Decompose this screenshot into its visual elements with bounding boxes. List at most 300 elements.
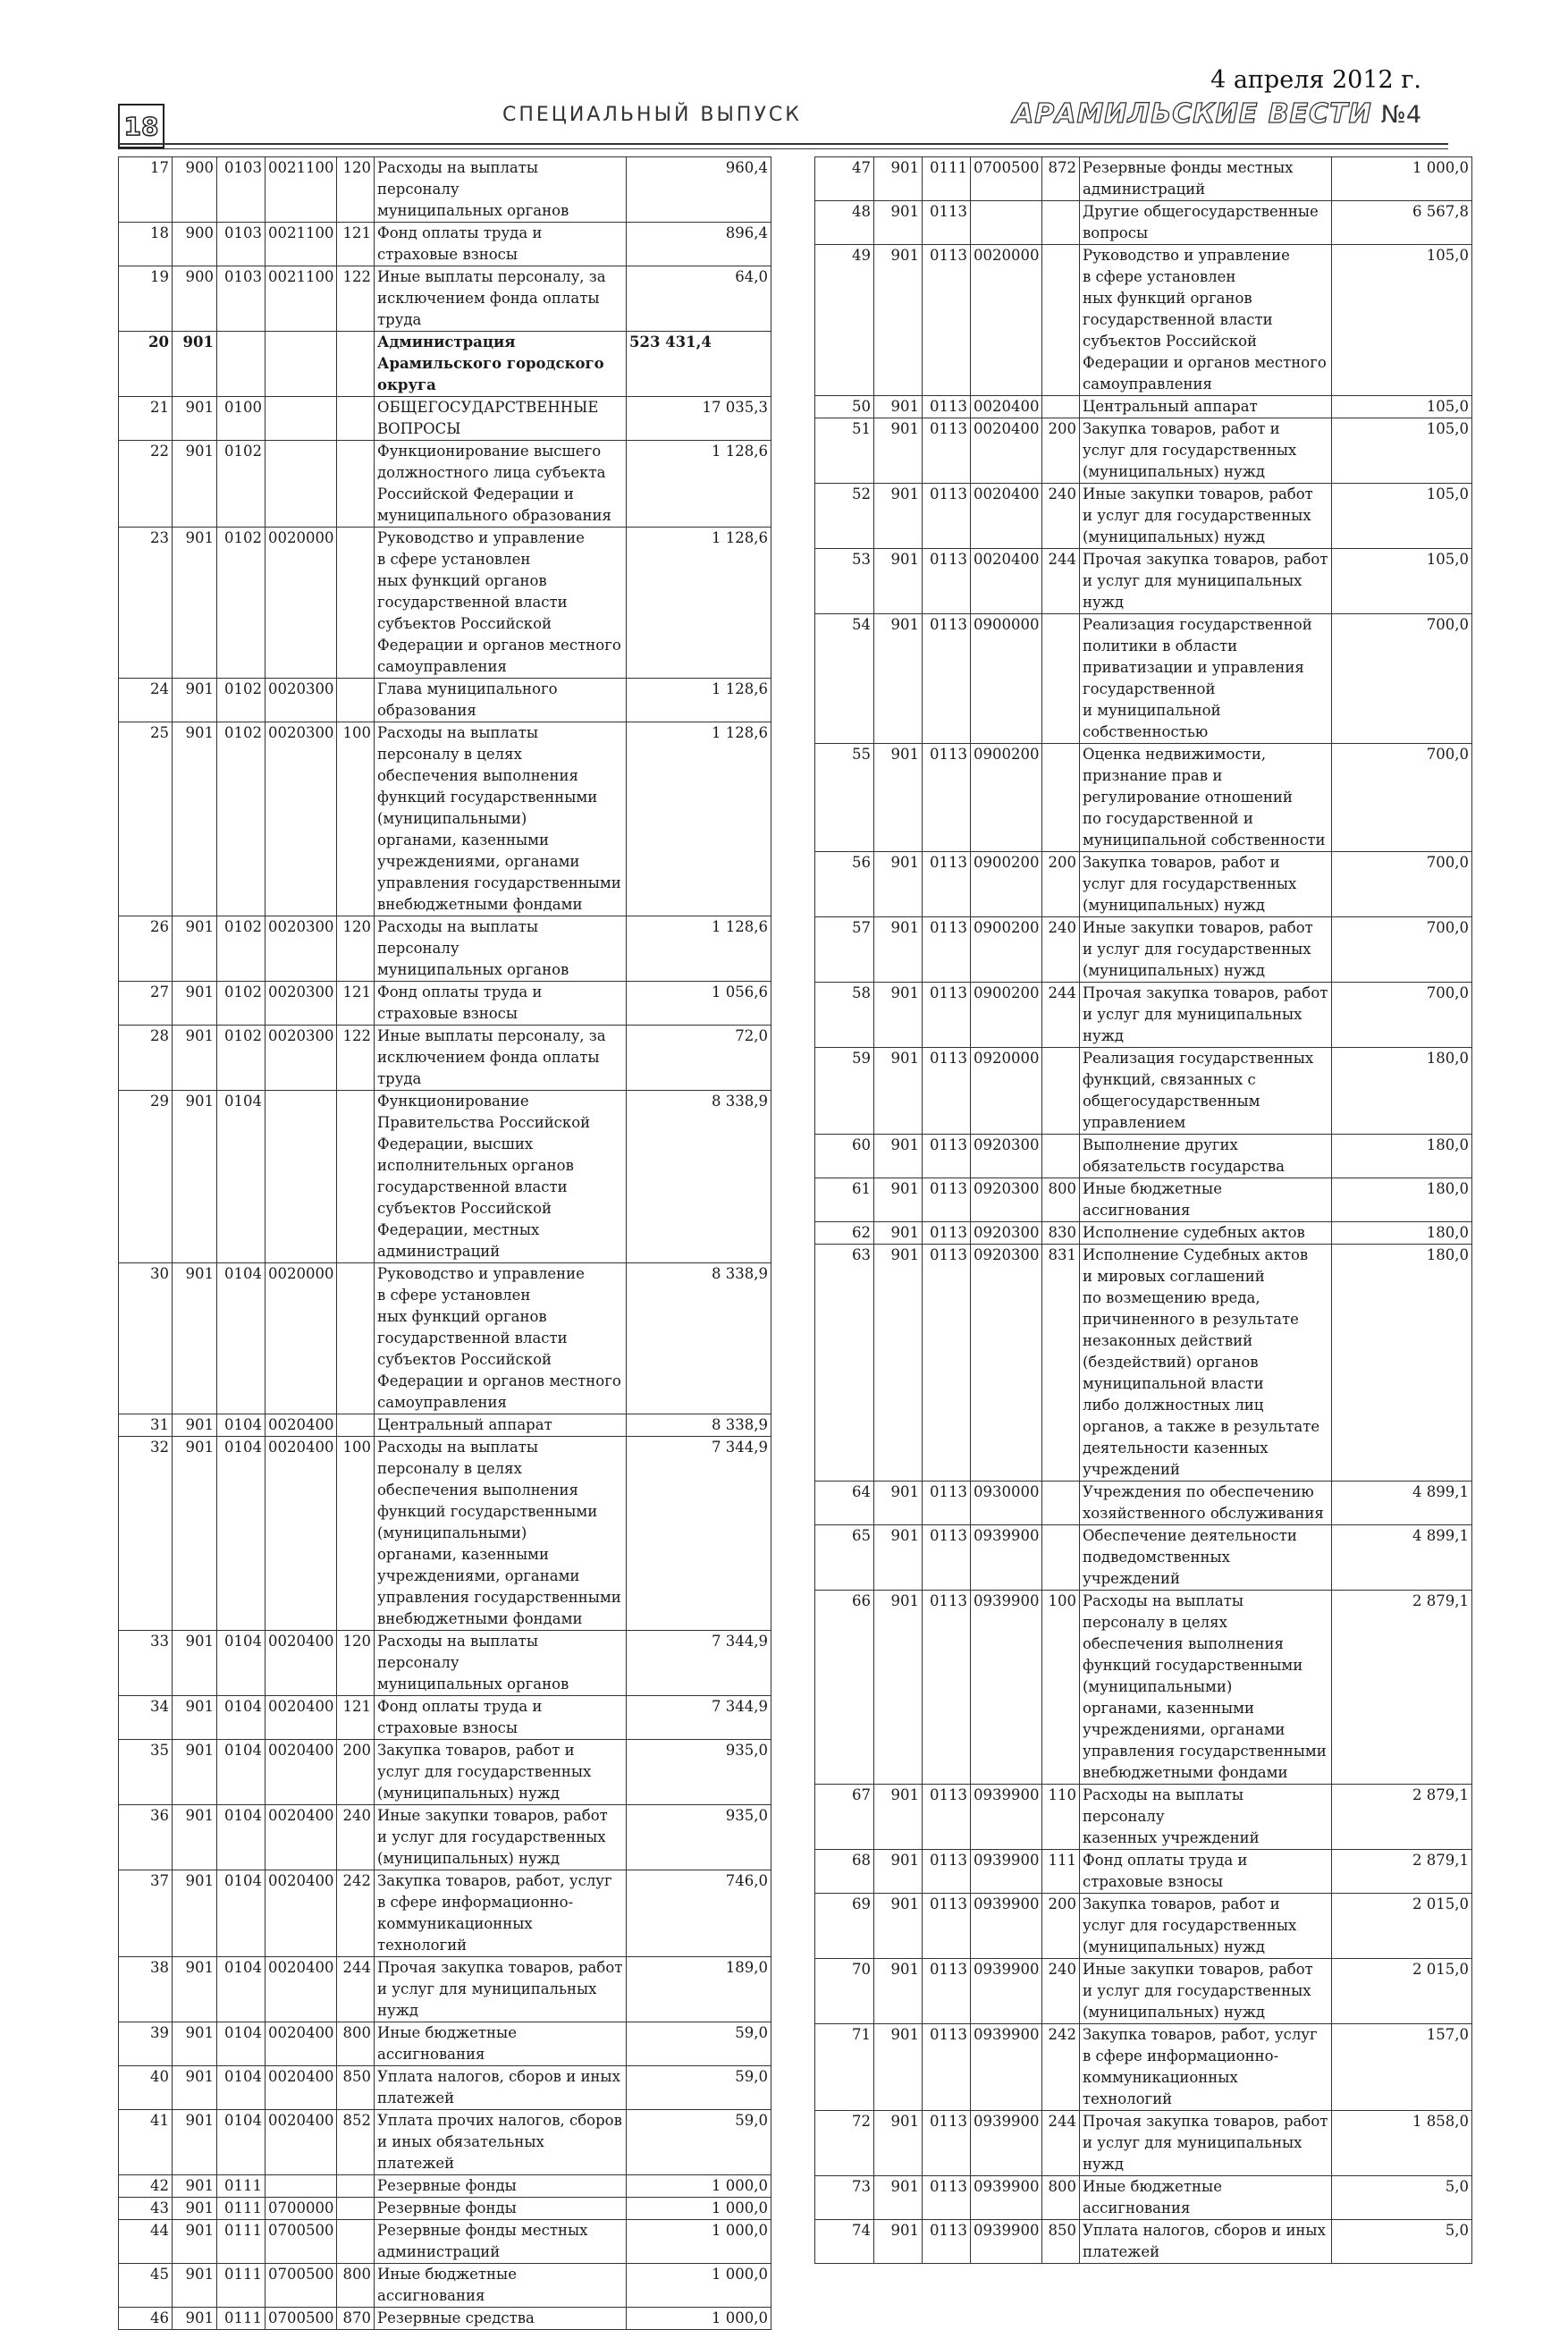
row-number: 45 bbox=[119, 2264, 173, 2308]
department-code: 901 bbox=[874, 549, 923, 614]
target-article-code: 0900200 bbox=[971, 917, 1042, 983]
target-article-code bbox=[266, 397, 337, 441]
table-row bbox=[815, 1850, 1472, 1894]
expense-type-code: 111 bbox=[1042, 1850, 1080, 1894]
item-name: Фонд оплаты труда и страховые взносы bbox=[1080, 1850, 1332, 1894]
table-row bbox=[815, 1482, 1472, 1525]
row-number: 52 bbox=[815, 484, 874, 549]
department-code: 901 bbox=[173, 441, 217, 528]
amount: 2 015,0 bbox=[1332, 1959, 1472, 2024]
target-article-code: 0939900 bbox=[971, 1850, 1042, 1894]
expense-type-code: 240 bbox=[1042, 917, 1080, 983]
expense-type-code bbox=[337, 441, 375, 528]
target-article-code: 0020300 bbox=[266, 982, 337, 1026]
amount: 1 128,6 bbox=[627, 679, 771, 722]
section-code: 0104 bbox=[217, 1740, 266, 1805]
section-code: 0104 bbox=[217, 2022, 266, 2066]
item-name: Исполнение Судебных актов и мировых соглашений по возмещению вреда, причиненного в результате незаконных действий (бездействий) органов муниципальной власти либо должностных лиц органов, а также в результате деятельности казенных учреждений bbox=[1080, 1245, 1332, 1482]
row-number: 18 bbox=[119, 223, 173, 266]
table-row bbox=[815, 1959, 1472, 2024]
department-code: 901 bbox=[173, 1263, 217, 1414]
section-code: 0113 bbox=[923, 1245, 971, 1482]
row-number: 23 bbox=[119, 528, 173, 679]
target-article-code: 0020400 bbox=[971, 484, 1042, 549]
table-row bbox=[119, 1091, 771, 1263]
department-code: 901 bbox=[874, 917, 923, 983]
row-number: 30 bbox=[119, 1263, 173, 1414]
target-article-code: 0930000 bbox=[971, 1482, 1042, 1525]
section-code: 0104 bbox=[217, 1414, 266, 1437]
amount: 5,0 bbox=[1332, 2176, 1472, 2220]
table-row bbox=[119, 2220, 771, 2264]
target-article-code: 0920300 bbox=[971, 1222, 1042, 1245]
item-name: Реализация государственной политики в области приватизации и управления государственной и муниципальной собственностью bbox=[1080, 614, 1332, 744]
section-code: 0111 bbox=[923, 157, 971, 201]
row-number: 67 bbox=[815, 1785, 874, 1850]
row-number: 27 bbox=[119, 982, 173, 1026]
budget-table-left bbox=[118, 156, 771, 2330]
expense-type-code: 244 bbox=[1042, 549, 1080, 614]
row-number: 43 bbox=[119, 2198, 173, 2220]
page-number: 18 bbox=[118, 104, 164, 148]
department-code: 900 bbox=[173, 157, 217, 223]
amount: 105,0 bbox=[1332, 549, 1472, 614]
target-article-code bbox=[266, 332, 337, 397]
expense-type-code: 800 bbox=[1042, 2176, 1080, 2220]
department-code: 901 bbox=[173, 1805, 217, 1870]
amount: 700,0 bbox=[1332, 744, 1472, 852]
section-code: 0113 bbox=[923, 245, 971, 396]
table-row bbox=[815, 245, 1472, 396]
section-code: 0113 bbox=[923, 484, 971, 549]
department-code: 901 bbox=[173, 1740, 217, 1805]
expense-type-code bbox=[337, 679, 375, 722]
section-code: 0100 bbox=[217, 397, 266, 441]
department-code: 901 bbox=[173, 2066, 217, 2110]
section-code: 0113 bbox=[923, 614, 971, 744]
amount: 2 879,1 bbox=[1332, 1850, 1472, 1894]
expense-type-code bbox=[337, 2198, 375, 2220]
row-number: 40 bbox=[119, 2066, 173, 2110]
table-row bbox=[119, 2175, 771, 2198]
amount: 1 000,0 bbox=[627, 2198, 771, 2220]
row-number: 48 bbox=[815, 201, 874, 245]
department-code: 901 bbox=[173, 2198, 217, 2220]
section-code: 0102 bbox=[217, 916, 266, 982]
department-code: 901 bbox=[173, 397, 217, 441]
table-row bbox=[119, 441, 771, 528]
row-number: 28 bbox=[119, 1026, 173, 1091]
target-article-code: 0939900 bbox=[971, 2024, 1042, 2111]
section-code: 0113 bbox=[923, 1785, 971, 1850]
item-name: Иные закупки товаров, работ и услуг для государственных (муниципальных) нужд bbox=[1080, 1959, 1332, 2024]
item-name: Фонд оплаты труда и страховые взносы bbox=[375, 223, 627, 266]
row-number: 55 bbox=[815, 744, 874, 852]
section-code: 0102 bbox=[217, 441, 266, 528]
section-code: 0102 bbox=[217, 722, 266, 916]
row-number: 61 bbox=[815, 1178, 874, 1222]
row-number: 65 bbox=[815, 1525, 874, 1591]
expense-type-code bbox=[1042, 1135, 1080, 1178]
row-number: 25 bbox=[119, 722, 173, 916]
department-code: 901 bbox=[874, 1482, 923, 1525]
target-article-code bbox=[266, 2175, 337, 2198]
row-number: 33 bbox=[119, 1631, 173, 1696]
department-code: 901 bbox=[173, 2110, 217, 2175]
department-code: 901 bbox=[874, 852, 923, 917]
department-code: 901 bbox=[173, 722, 217, 916]
row-number: 57 bbox=[815, 917, 874, 983]
amount: 5,0 bbox=[1332, 2220, 1472, 2264]
row-number: 39 bbox=[119, 2022, 173, 2066]
table-row bbox=[815, 917, 1472, 983]
amount: 59,0 bbox=[627, 2110, 771, 2175]
item-name: Функционирование высшего должностного лица субъекта Российской Федерации и муниципального образования bbox=[375, 441, 627, 528]
table-row bbox=[119, 1263, 771, 1414]
expense-type-code: 122 bbox=[337, 1026, 375, 1091]
row-number: 60 bbox=[815, 1135, 874, 1178]
amount: 7 344,9 bbox=[627, 1437, 771, 1631]
expense-type-code: 110 bbox=[1042, 1785, 1080, 1850]
item-name: Выполнение других обязательств государства bbox=[1080, 1135, 1332, 1178]
row-number: 37 bbox=[119, 1870, 173, 1957]
item-name: Резервные средства bbox=[375, 2308, 627, 2330]
section-code bbox=[217, 332, 266, 397]
table-row bbox=[815, 2111, 1472, 2176]
row-number: 51 bbox=[815, 418, 874, 484]
target-article-code: 0020400 bbox=[266, 1414, 337, 1437]
section-code: 0113 bbox=[923, 549, 971, 614]
target-article-code: 0020400 bbox=[266, 1805, 337, 1870]
table-row bbox=[815, 157, 1472, 201]
expense-type-code: 100 bbox=[1042, 1591, 1080, 1785]
department-code: 900 bbox=[173, 266, 217, 332]
row-number: 66 bbox=[815, 1591, 874, 1785]
amount: 1 128,6 bbox=[627, 722, 771, 916]
table-row bbox=[815, 744, 1472, 852]
table-row bbox=[119, 2110, 771, 2175]
item-name: ОБЩЕГОСУДАРСТВЕННЫЕ ВОПРОСЫ bbox=[375, 397, 627, 441]
amount: 180,0 bbox=[1332, 1245, 1472, 1482]
table-row bbox=[119, 982, 771, 1026]
section-code: 0104 bbox=[217, 1805, 266, 1870]
amount: 1 000,0 bbox=[627, 2220, 771, 2264]
expense-type-code: 800 bbox=[337, 2022, 375, 2066]
amount: 157,0 bbox=[1332, 2024, 1472, 2111]
issue-date: 4 апреля 2012 г. bbox=[1210, 66, 1421, 94]
expense-type-code bbox=[1042, 1525, 1080, 1591]
table-row bbox=[119, 266, 771, 332]
item-name: Фонд оплаты труда и страховые взносы bbox=[375, 1696, 627, 1740]
department-code: 901 bbox=[173, 2022, 217, 2066]
item-name: Администрация Арамильского городского округа bbox=[375, 332, 627, 397]
target-article-code: 0939900 bbox=[971, 2176, 1042, 2220]
row-number: 74 bbox=[815, 2220, 874, 2264]
department-code: 901 bbox=[874, 1591, 923, 1785]
amount: 17 035,3 bbox=[627, 397, 771, 441]
row-number: 17 bbox=[119, 157, 173, 223]
target-article-code: 0900000 bbox=[971, 614, 1042, 744]
amount: 1 128,6 bbox=[627, 528, 771, 679]
section-code: 0113 bbox=[923, 917, 971, 983]
department-code: 901 bbox=[173, 1414, 217, 1437]
row-number: 70 bbox=[815, 1959, 874, 2024]
table-row bbox=[815, 1135, 1472, 1178]
expense-type-code bbox=[1042, 1482, 1080, 1525]
amount: 1 128,6 bbox=[627, 441, 771, 528]
row-number: 62 bbox=[815, 1222, 874, 1245]
section-code: 0113 bbox=[923, 2176, 971, 2220]
table-row bbox=[119, 2264, 771, 2308]
target-article-code: 0020000 bbox=[266, 528, 337, 679]
expense-type-code: 200 bbox=[1042, 418, 1080, 484]
expense-type-code: 850 bbox=[1042, 2220, 1080, 2264]
amount: 2 879,1 bbox=[1332, 1591, 1472, 1785]
expense-type-code: 852 bbox=[337, 2110, 375, 2175]
table-row bbox=[119, 223, 771, 266]
item-name: Обеспечение деятельности подведомственных учреждений bbox=[1080, 1525, 1332, 1591]
department-code: 901 bbox=[874, 1959, 923, 2024]
department-code: 901 bbox=[874, 418, 923, 484]
table-row bbox=[119, 2198, 771, 2220]
department-code: 901 bbox=[173, 982, 217, 1026]
department-code: 901 bbox=[874, 1894, 923, 1959]
item-name: Глава муниципального образования bbox=[375, 679, 627, 722]
section-code: 0113 bbox=[923, 2220, 971, 2264]
target-article-code: 0020400 bbox=[971, 418, 1042, 484]
department-code: 901 bbox=[874, 1850, 923, 1894]
row-number: 54 bbox=[815, 614, 874, 744]
expense-type-code bbox=[1042, 1048, 1080, 1135]
department-code: 901 bbox=[874, 396, 923, 418]
item-name: Резервные фонды bbox=[375, 2175, 627, 2198]
table-row bbox=[815, 418, 1472, 484]
item-name: Иные закупки товаров, работ и услуг для государственных (муниципальных) нужд bbox=[1080, 917, 1332, 983]
row-number: 21 bbox=[119, 397, 173, 441]
table-row bbox=[119, 1870, 771, 1957]
department-code: 901 bbox=[173, 1631, 217, 1696]
amount: 7 344,9 bbox=[627, 1631, 771, 1696]
row-number: 59 bbox=[815, 1048, 874, 1135]
section-code: 0113 bbox=[923, 1591, 971, 1785]
row-number: 34 bbox=[119, 1696, 173, 1740]
department-code: 901 bbox=[173, 679, 217, 722]
section-code: 0102 bbox=[217, 528, 266, 679]
section-code: 0113 bbox=[923, 983, 971, 1048]
department-code: 901 bbox=[874, 1525, 923, 1591]
item-name: Расходы на выплаты персоналу в целях обеспечения выполнения функций государственными (муниципальными) органами, казенными учреждениями, органами управления государственными внебюджетными фондами bbox=[375, 1437, 627, 1631]
item-name: Иные закупки товаров, работ и услуг для государственных (муниципальных) нужд bbox=[375, 1805, 627, 1870]
expense-type-code: 121 bbox=[337, 1696, 375, 1740]
target-article-code: 0020400 bbox=[266, 1740, 337, 1805]
row-number: 44 bbox=[119, 2220, 173, 2264]
department-code: 901 bbox=[173, 2220, 217, 2264]
amount: 8 338,9 bbox=[627, 1414, 771, 1437]
row-number: 19 bbox=[119, 266, 173, 332]
target-article-code: 0939900 bbox=[971, 1591, 1042, 1785]
target-article-code: 0700500 bbox=[266, 2220, 337, 2264]
amount: 59,0 bbox=[627, 2022, 771, 2066]
amount: 72,0 bbox=[627, 1026, 771, 1091]
section-code: 0113 bbox=[923, 852, 971, 917]
target-article-code: 0920300 bbox=[971, 1178, 1042, 1222]
expense-type-code bbox=[337, 332, 375, 397]
department-code: 901 bbox=[874, 2176, 923, 2220]
expense-type-code: 200 bbox=[1042, 1894, 1080, 1959]
item-name: Центральный аппарат bbox=[1080, 396, 1332, 418]
item-name: Расходы на выплаты персоналу муниципальных органов bbox=[375, 1631, 627, 1696]
section-code: 0113 bbox=[923, 1482, 971, 1525]
table-row bbox=[815, 1048, 1472, 1135]
expense-type-code bbox=[337, 397, 375, 441]
table-row bbox=[119, 2022, 771, 2066]
expense-type-code bbox=[1042, 614, 1080, 744]
item-name: Закупка товаров, работ, услуг в сфере информационно- коммуникационных технологий bbox=[375, 1870, 627, 1957]
expense-type-code: 800 bbox=[337, 2264, 375, 2308]
amount: 1 000,0 bbox=[627, 2308, 771, 2330]
amount: 935,0 bbox=[627, 1805, 771, 1870]
expense-type-code: 120 bbox=[337, 157, 375, 223]
item-name: Прочая закупка товаров, работ и услуг для муниципальных нужд bbox=[375, 1957, 627, 2022]
section-code: 0111 bbox=[217, 2308, 266, 2330]
budget-table-right bbox=[814, 156, 1472, 2264]
table-row bbox=[815, 852, 1472, 917]
item-name: Закупка товаров, работ и услуг для государственных (муниципальных) нужд bbox=[375, 1740, 627, 1805]
table-row bbox=[815, 2176, 1472, 2220]
target-article-code: 0920300 bbox=[971, 1135, 1042, 1178]
target-article-code: 0700500 bbox=[266, 2308, 337, 2330]
amount: 1 000,0 bbox=[1332, 157, 1472, 201]
item-name: Иные бюджетные ассигнования bbox=[1080, 2176, 1332, 2220]
table-row bbox=[815, 614, 1472, 744]
section-code: 0113 bbox=[923, 1959, 971, 2024]
amount: 8 338,9 bbox=[627, 1263, 771, 1414]
header-rule bbox=[118, 143, 1448, 145]
target-article-code: 0020400 bbox=[971, 549, 1042, 614]
department-code: 901 bbox=[874, 744, 923, 852]
row-number: 31 bbox=[119, 1414, 173, 1437]
table-row bbox=[119, 1631, 771, 1696]
target-article-code: 0939900 bbox=[971, 2111, 1042, 2176]
section-code: 0103 bbox=[217, 157, 266, 223]
amount: 105,0 bbox=[1332, 245, 1472, 396]
department-code: 901 bbox=[874, 201, 923, 245]
department-code: 901 bbox=[173, 916, 217, 982]
expense-type-code: 120 bbox=[337, 1631, 375, 1696]
item-name: Фонд оплаты труда и страховые взносы bbox=[375, 982, 627, 1026]
table-row bbox=[119, 722, 771, 916]
row-number: 47 bbox=[815, 157, 874, 201]
section-code: 0102 bbox=[217, 982, 266, 1026]
item-name: Резервные фонды местных администраций bbox=[1080, 157, 1332, 201]
amount: 8 338,9 bbox=[627, 1091, 771, 1263]
department-code: 901 bbox=[874, 2111, 923, 2176]
amount: 700,0 bbox=[1332, 852, 1472, 917]
target-article-code bbox=[971, 201, 1042, 245]
table-row bbox=[119, 1026, 771, 1091]
amount: 523 431,4 bbox=[627, 332, 771, 397]
expense-type-code: 242 bbox=[1042, 2024, 1080, 2111]
item-name: Иные закупки товаров, работ и услуг для государственных (муниципальных) нужд bbox=[1080, 484, 1332, 549]
expense-type-code: 872 bbox=[1042, 157, 1080, 201]
target-article-code: 0020400 bbox=[266, 2110, 337, 2175]
item-name: Уплата прочих налогов, сборов и иных обязательных платежей bbox=[375, 2110, 627, 2175]
row-number: 64 bbox=[815, 1482, 874, 1525]
target-article-code: 0920000 bbox=[971, 1048, 1042, 1135]
row-number: 20 bbox=[119, 332, 173, 397]
table-row bbox=[815, 201, 1472, 245]
target-article-code: 0700000 bbox=[266, 2198, 337, 2220]
row-number: 42 bbox=[119, 2175, 173, 2198]
amount: 700,0 bbox=[1332, 917, 1472, 983]
section-title: СПЕЦИАЛЬНЫЙ ВЫПУСК bbox=[502, 104, 802, 126]
section-code: 0113 bbox=[923, 1894, 971, 1959]
section-code: 0111 bbox=[217, 2198, 266, 2220]
item-name: Прочая закупка товаров, работ и услуг для муниципальных нужд bbox=[1080, 549, 1332, 614]
target-article-code: 0020400 bbox=[266, 1437, 337, 1631]
row-number: 29 bbox=[119, 1091, 173, 1263]
target-article-code: 0020400 bbox=[971, 396, 1042, 418]
target-article-code: 0900200 bbox=[971, 744, 1042, 852]
department-code: 901 bbox=[173, 1957, 217, 2022]
item-name: Другие общегосударственные вопросы bbox=[1080, 201, 1332, 245]
expense-type-code: 100 bbox=[337, 1437, 375, 1631]
issue-number: №4 bbox=[1380, 101, 1421, 129]
table-row bbox=[815, 1894, 1472, 1959]
row-number: 22 bbox=[119, 441, 173, 528]
item-name: Реализация государственных функций, связанных с общегосударственным управлением bbox=[1080, 1048, 1332, 1135]
table-row bbox=[119, 1957, 771, 2022]
section-code: 0104 bbox=[217, 1870, 266, 1957]
section-code: 0113 bbox=[923, 2111, 971, 2176]
target-article-code: 0700500 bbox=[971, 157, 1042, 201]
expense-type-code bbox=[337, 2175, 375, 2198]
target-article-code: 0020400 bbox=[266, 2022, 337, 2066]
expense-type-code: 244 bbox=[1042, 2111, 1080, 2176]
amount: 180,0 bbox=[1332, 1048, 1472, 1135]
table-row bbox=[815, 2220, 1472, 2264]
item-name: Центральный аппарат bbox=[375, 1414, 627, 1437]
amount: 960,4 bbox=[627, 157, 771, 223]
expense-type-code bbox=[1042, 396, 1080, 418]
row-number: 68 bbox=[815, 1850, 874, 1894]
expense-type-code: 121 bbox=[337, 982, 375, 1026]
section-code: 0104 bbox=[217, 1696, 266, 1740]
department-code: 901 bbox=[173, 1091, 217, 1263]
expense-type-code: 850 bbox=[337, 2066, 375, 2110]
expense-type-code bbox=[337, 1263, 375, 1414]
department-code: 901 bbox=[874, 614, 923, 744]
row-number: 41 bbox=[119, 2110, 173, 2175]
expense-type-code: 870 bbox=[337, 2308, 375, 2330]
section-code: 0113 bbox=[923, 1135, 971, 1178]
section-code: 0113 bbox=[923, 1048, 971, 1135]
table-row bbox=[119, 1414, 771, 1437]
target-article-code: 0020400 bbox=[266, 1631, 337, 1696]
target-article-code: 0020300 bbox=[266, 916, 337, 982]
item-name: Закупка товаров, работ и услуг для государственных (муниципальных) нужд bbox=[1080, 852, 1332, 917]
row-number: 38 bbox=[119, 1957, 173, 2022]
section-code: 0111 bbox=[217, 2220, 266, 2264]
amount: 6 567,8 bbox=[1332, 201, 1472, 245]
section-code: 0113 bbox=[923, 201, 971, 245]
table-row bbox=[119, 397, 771, 441]
department-code: 901 bbox=[874, 2220, 923, 2264]
row-number: 63 bbox=[815, 1245, 874, 1482]
item-name: Учреждения по обеспечению хозяйственного обслуживания bbox=[1080, 1482, 1332, 1525]
row-number: 53 bbox=[815, 549, 874, 614]
expense-type-code: 200 bbox=[337, 1740, 375, 1805]
